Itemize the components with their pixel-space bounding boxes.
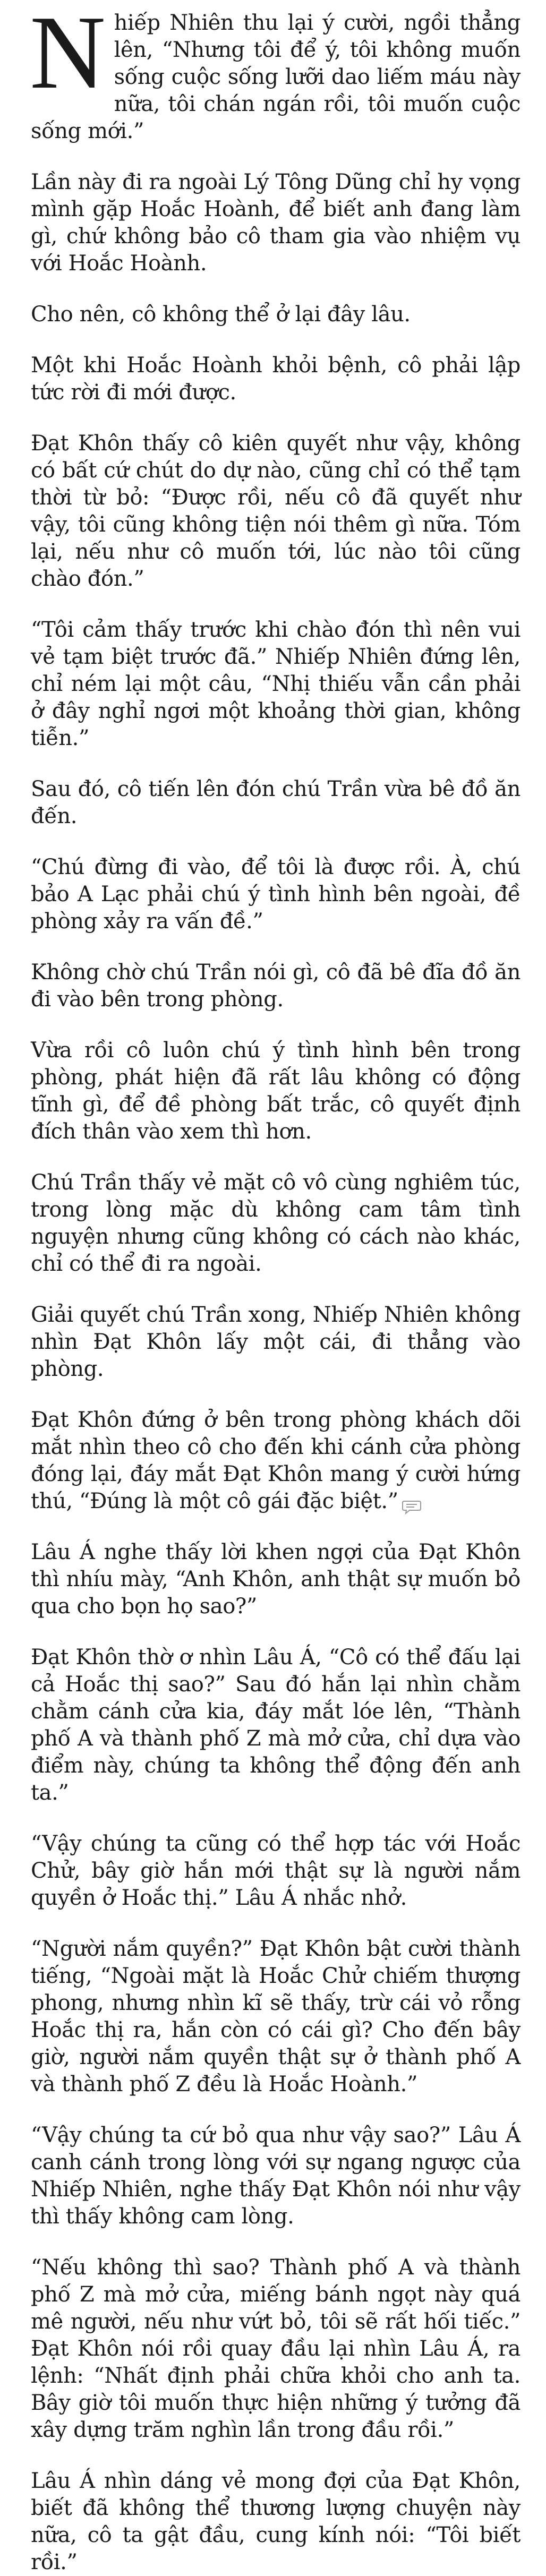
paragraph-5: Đạt Khôn thấy cô kiên quyết như vậy, không có bất cứ chút do dự nào, cũng chỉ có thể tạm thời từ bỏ: “Được rồi, nếu cô đã quyết như vậy, tôi cũng không tiện nói thêm gì nữa. Tóm lại, nếu như cô muốn tới, lúc nào tôi cũng chào đón.”	[31, 431, 521, 591]
paragraph-15: Đạt Khôn thờ ơ nhìn Lâu Á, “Cô có thể đấu lại cả Hoắc thị sao?” Sau đó hắn lại nhìn chằm chằm cánh cửa kia, đáy mắt lóe lên, “Thành phố A và thành phố Z mà mở cửa, chỉ dựa vào điểm này, chúng ta không thể động đến anh ta.”	[31, 1645, 521, 1805]
paragraph-13	[31, 1407, 521, 1515]
paragraph-2: Lần này đi ra ngoài Lý Tông Dũng chỉ hy vọng mình gặp Hoắc Hoành, để biết anh đang làm gì, chứ không bảo cô tham gia vào nhiệm vụ với Hoắc Hoành.	[31, 170, 521, 276]
paragraph-14: Lâu Á nghe thấy lời khen ngợi của Đạt Khôn thì nhíu mày, “Anh Khôn, anh thật sự muốn bỏ qua cho bọn họ sao?”	[31, 1540, 521, 1619]
paragraph-10: Vừa rồi cô luôn chú ý tình hình bên trong phòng, phát hiện đã rất lâu không có động tĩnh gì, để đề phòng bất trắc, cô quyết định đích thân vào xem thì hơn.	[31, 1038, 521, 1144]
paragraph-8: “Chú đừng đi vào, để tôi là được rồi. À, chú bảo A Lạc phải chú ý tình hình bên ngoài, đề phòng xảy ra vấn đề.”	[31, 855, 521, 934]
paragraph-3: Cho nên, cô không thể ở lại đây lâu.	[31, 302, 411, 327]
paragraph-7: Sau đó, cô tiến lên đón chú Trần vừa bê đồ ăn đến.	[31, 777, 521, 828]
paragraph-text: Đạt Khôn đứng ở bên trong phòng khách dõi mắt nhìn theo cô cho đến khi cánh cửa phòng đóng lại, đáy mắt Đạt Khôn mang ý cười hứng thú, “Đúng là một cô gái đặc biệt.”	[31, 1408, 521, 1513]
drop-cap: N	[30, 0, 106, 110]
paragraph-4: Một khi Hoắc Hoành khỏi bệnh, cô phải lập tức rời đi mới được.	[31, 353, 521, 405]
paragraph-20: Lâu Á nhìn dáng vẻ mong đợi của Đạt Khôn, biết đã không thể thương lượng chuyện này nữa, cô ta gật đầu, cung kính nói: “Tôi biết rồi.”	[31, 2469, 521, 2574]
paragraph-16: “Vậy chúng ta cũng có thể hợp tác với Hoắc Chử, bây giờ hắn mới thật sự là người nắm quyền ở Hoắc thị.” Lâu Á nhắc nhở.	[31, 1832, 521, 1910]
paragraph-11: Chú Trần thấy vẻ mặt cô vô cùng nghiêm túc, trong lòng mặc dù không cam tâm tình nguyện nhưng cũng không có cách nào khác, chỉ có thể đi ra ngoài.	[31, 1170, 521, 1276]
paragraph-12: Giải quyết chú Trần xong, Nhiếp Nhiên không nhìn Đạt Khôn lấy một cái, đi thẳng vào phòng.	[31, 1303, 521, 1381]
paragraph-17: “Người nắm quyền?” Đạt Khôn bật cười thành tiếng, “Ngoài mặt là Hoắc Chử chiếm thượng phong, nhưng nhìn kĩ sẽ thấy, trừ cái vỏ rỗng Hoắc thị ra, hắn còn có cái gì? Cho đến bây giờ, người nắm quyền thật sự ở thành phố A và thành phố Z đều là Hoắc Hoành.”	[31, 1937, 521, 2096]
paragraph-1	[30, 0, 521, 145]
paragraph-text: hiếp Nhiên thu lại ý cười, ngồi thẳng lên, “Nhưng tôi để ý, tôi không muốn sống cuộc sống lưỡi dao liếm máu này nữa, tôi chán ngán rồi, tôi muốn cuộc sống mới.”	[31, 11, 521, 143]
paragraph-19: “Nếu không thì sao? Thành phố A và thành phố Z mà mở cửa, miếng bánh ngọt này quá mê người, nếu như vứt bỏ, tôi sẽ rất hối tiếc.” Đạt Khôn nói rồi quay đầu lại nhìn Lâu Á, ra lệnh: “Nhất định phải chữa khỏi cho anh ta. Bây giờ tôi muốn thực hiện những ý tưởng đã xây dựng trăm nghìn lần trong đầu rồi.”	[31, 2255, 521, 2442]
paragraph-9: Không chờ chú Trần nói gì, cô đã bê đĩa đồ ăn đi vào bên trong phòng.	[31, 960, 521, 1012]
paragraph-18: “Vậy chúng ta cứ bỏ qua như vậy sao?” Lâu Á canh cánh trong lòng với sự ngang ngược của Nhiếp Nhiên, nghe thấy Đạt Khôn nói như vậy thì thấy không cam lòng.	[31, 2123, 521, 2229]
paragraph-6: “Tôi cảm thấy trước khi chào đón thì nên vui vẻ tạm biệt trước đã.” Nhiếp Nhiên đứng lên, chỉ ném lại một câu, “Nhị thiếu vẫn cần phải ở đây nghỉ ngơi một khoảng thời gian, không tiễn.”	[31, 618, 521, 750]
comment-bubble-icon[interactable]	[402, 1495, 422, 1511]
